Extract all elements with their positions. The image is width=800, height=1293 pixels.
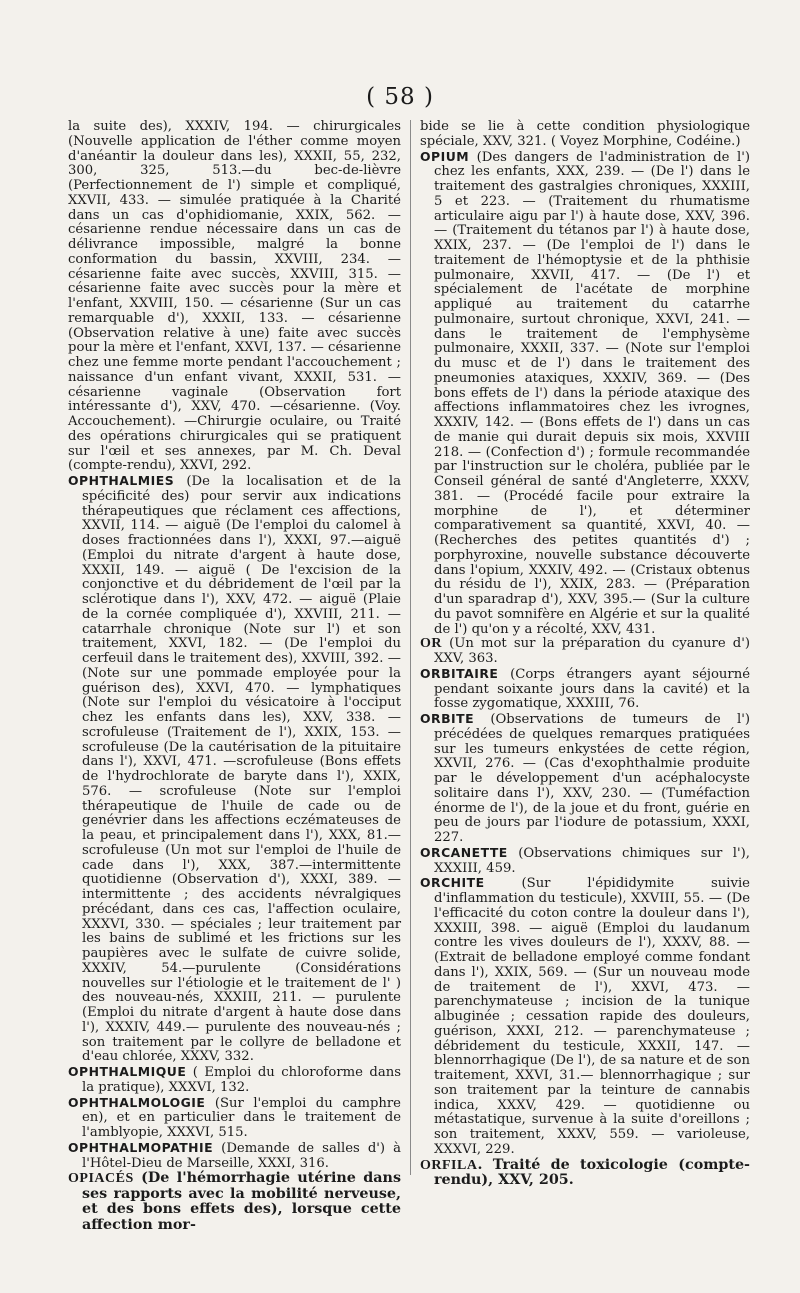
entry-text: (Un mot sur la préparation du cyanure d') XXV, 363. [434, 636, 750, 666]
entry-heading: ORCANETTE [420, 844, 508, 860]
entry-text: (De l'hémorrhagie utérine dans ses rapports avec la mobilité nerveuse, et des bons effets des), lorsque cette affection mor- [82, 1170, 401, 1233]
index-entry-orchite [420, 876, 750, 1157]
column-divider [410, 120, 411, 1175]
entry-text: (Des dangers de l'administration de l') chez les enfants, XXX, 239. — (De l') dans le traitement des gastralgies chroniques, XXXIII, 5 et 223. — (Traitement du rhumatisme articulaire aigu par l') à haute dose, XXV, 396. — (Traitement du tétanos par l') à haute dose, XXIX, 237. — (De l'emploi de l') dans le traitement de l'hémoptysie et de la phthisie pulmonaire, XXVII, 417. — (De l') et spécialement de l'acétate de morphine appliqué au traitement du catarrhe pulmonaire, surtout chronique, XXVI, 241. — dans le traitement de l'emphysème pulmonaire, XXXII, 337. — (Note sur l'emploi du musc et de l') dans le traitement des pneumonies ataxiques, XXXIV, 369. — (Des bons effets de l') dans la période ataxique des affections inflammatoires chez les ivrognes, XXXIV, 142. — (Bons effets de l') dans un cas de manie qui durait depuis six mois, XXVIII 218. — (Confection d') ; formule recommandée par l'instruction sur le choléra, publiée par le Conseil général de santé d'Angleterre, XXXV, 381. — (Procédé facile pour extraire la morphine de l'), et déterminer comparativement sa quantité, XXVI, 40. — (Recherches des petites quantités d') ; porphyroxine, nouvelle substance découverte dans l'opium, XXXIV, 492. — (Cristaux obtenus du résidu de l'), XXIX, 283. — (Préparation d'un sparadrap d'), XXV, 395.— (Sur la culture du pavot somnifère en Algérie et sur la qualité de l') qu'on y a récolté, XXV, 431. [434, 149, 750, 637]
entry-heading: OPIACÉS [68, 1171, 134, 1187]
entry-text: (Sur l'épididymite suivie d'inflammation du testicule), XXVIII, 55. — (De l'efficacité du coton contre la douleur dans l'), XXXIII, 398. — aiguë (Emploi du laudanum contre les vives douleurs de l'), XXXV, 88. — (Extrait de belladone employé comme fondant dans l'), XXIX, 569. — (Sur un nouveau mode de traitement de l'), XXVI, 473. — parenchymateuse ; incision de la tunique albuginée ; cessation rapide des douleurs, guérison, XXXI, 212. — parenchymateuse ; débridement du testicule, XXXII, 147. — blennorrhagique (De l'), de sa nature et de son traitement, XXVI, 31.— blennorrhagique ; sur son traitement par la teinture de cannabis indica, XXXV, 429. — quotidienne ou métastatique, survenue à la suite d'oreillons ; son traitement, XXXV, 559. — varioleuse, XXXVI, 229. [434, 876, 750, 1157]
entry-text: ( Emploi du chloroforme dans la pratique), XXXVI, 132. [82, 1065, 401, 1095]
index-entry-ophthalmies [68, 474, 401, 1065]
index-entry-orcanette [420, 846, 750, 877]
entry-text: . Traité de toxicologie (compte-rendu), XXV, 205. [434, 1156, 750, 1188]
index-entry-orbitaire [420, 667, 750, 712]
index-entry-opium [420, 150, 750, 638]
index-entry-continuation: bide se lie à cette condition physiologique spéciale, XXV, 321. ( Voyez Morphine, Codéine.) [420, 119, 750, 149]
entry-heading: OR [420, 636, 442, 652]
entry-text: (Observations chimiques sur l'), XXXIII, 459. [434, 845, 750, 876]
index-entry-ophthalmique [68, 1065, 401, 1096]
index-entry-ophthalmopathie [68, 1141, 401, 1172]
index-entry-or [420, 637, 750, 667]
entry-heading: OPIUM [420, 148, 470, 164]
index-entry-opiaces [68, 1171, 401, 1233]
entry-text: (Observations de tumeurs de l') précédées de quelques remarques pratiquées sur les tumeurs enkystées de cette région, XXVII, 276. — (Cas d'exophthalmie produite par le développement d'un acéphalocyste solitaire dans l'), XXV, 230. — (Tuméfaction énorme de l'), de la joue et du front, guérie en peu de jours par l'iodure de potassium, XXXI, 227. [434, 712, 750, 845]
entry-heading: OPHTHALMOLOGIE [68, 1094, 206, 1110]
entry-text: (Demande de salles d') à l'Hôtel-Dieu de Marseille, XXXI, 316. [82, 1140, 401, 1171]
entry-text: (Sur l'emploi du camphre en), et en particulier dans le traitement de l'amblyopie, XXXVI, 515. [82, 1095, 401, 1140]
entry-text: (De la localisation et de la spécificité des) pour servir aux indications thérapeutiques que réclament ces affections, XXVII, 114. — aiguë (De l'emploi du calomel à doses fractionnées dans l'), XXXI, 97.—aiguë (Emploi du nitrate d'argent à haute dose, XXXII, 149. — aiguë ( De l'excision de la conjonctive et du débridement de l'œil par la sclérotique dans l'), XXV, 472. — aiguë (Plaie de la cornée compliquée d'), XXVIII, 211. — catarrhale chronique (Note sur l') et son traitement, XXVI, 182. — (De l'emploi du cerfeuil dans le traitement des), XXVIII, 392. — (Note sur une pommade employée pour la guérison des), XXVI, 470. — lymphatiques (Note sur l'emploi du vésicatoire à l'occiput chez les enfants dans les), XXV, 338. — scrofuleuse (Traitement de l'), XXIX, 153. —scrofuleuse (De la cautérisation de la pituitaire dans l'), XXVI, 471. —scrofuleuse (Bons effets de l'hydrochlorate de baryte dans l'), XXIX, 576. — scrofuleuse (Note sur l'emploi thérapeutique de l'huile de cade ou de genévrier dans les affections eczémateuses de la peau, et principalement dans l'), XXX, 81.— scrofuleuse (Un mot sur l'emploi de l'huile de cade dans l'), XXX, 387.—intermittente quotidienne (Observation d'), XXXI, 389. — intermittente ; des accidents névralgiques précédant, dans ces cas, l'affection oculaire, XXXVI, 330. — spéciales ; leur traitement par les bains de sublimé et les frictions sur les paupières avec le sulfate de cuivre solide, XXXIV, 54.—purulente (Considérations nouvelles sur l'étiologie et le traitement de l' ) des nouveau-nés, XXXIII, 211. — purulente (Emploi du nitrate d'argent à haute dose dans l'), XXXIV, 449.— purulente des nouveau-nés ; son traitement par le collyre de belladone et d'eau chlorée, XXXV, 332. [82, 474, 401, 1065]
entry-heading: OPHTHALMOPATHIE [68, 1139, 214, 1155]
right-column [420, 120, 750, 1189]
entry-text: (Corps étrangers ayant séjourné pendant soixante jours dans la cavité) et la fosse zygomatique, XXXIII, 76. [434, 666, 750, 712]
index-entry-orbite [420, 712, 750, 846]
entry-heading: ORCHITE [420, 875, 485, 891]
index-entry-ophthalmologie [68, 1096, 401, 1141]
left-column [68, 120, 401, 1233]
entry-heading: ORFILA [420, 1157, 478, 1173]
entry-heading: OPHTHALMIQUE [68, 1064, 187, 1079]
entry-heading: ORBITAIRE [420, 665, 499, 681]
entry-heading: OPHTHALMIES [68, 473, 175, 488]
entry-heading: ORBITE [420, 711, 475, 726]
index-entry-orfila [420, 1158, 750, 1189]
index-entry-continuation: la suite des), XXXIV, 194. — chirurgicales (Nouvelle application de l'éther comme moyen d'anéantir la douleur dans les), XXXII, 55, 232, 300, 325, 513.—du bec-de-lièvre (Perfectionnement de l') simple et compliqué, XXVII, 433. — simulée pratiquée à la Charité dans un cas d'ophidiomanie, XXIX, 562. — césarienne rendue nécessaire dans un cas de délivrance impossible, malgré la bonne conformation du bassin, XXVIII, 234. — césarienne faite avec succès, XXVIII, 315. — césarienne faite avec succès pour la mère et l'enfant, XXVIII, 150. — césarienne (Sur un cas remarquable d'), XXXII, 133. — césarienne (Observation relative à une) faite avec succès pour la mère et l'enfant, XXVI, 137. — césarienne chez une femme morte pendant l'accouchement ; naissance d'un enfant vivant, XXXII, 531. — césarienne vaginale (Observation fort intéressante d'), XXV, 470. —césarienne. (Voy. Accouchement). —Chirurgie oculaire, ou Traité des opérations chirurgicales qui se pratiquent sur l'œil et ses annexes, par M. Ch. Deval (compte-rendu), XXVI, 292. [68, 119, 401, 474]
page-number: ( 58 ) [366, 84, 434, 110]
